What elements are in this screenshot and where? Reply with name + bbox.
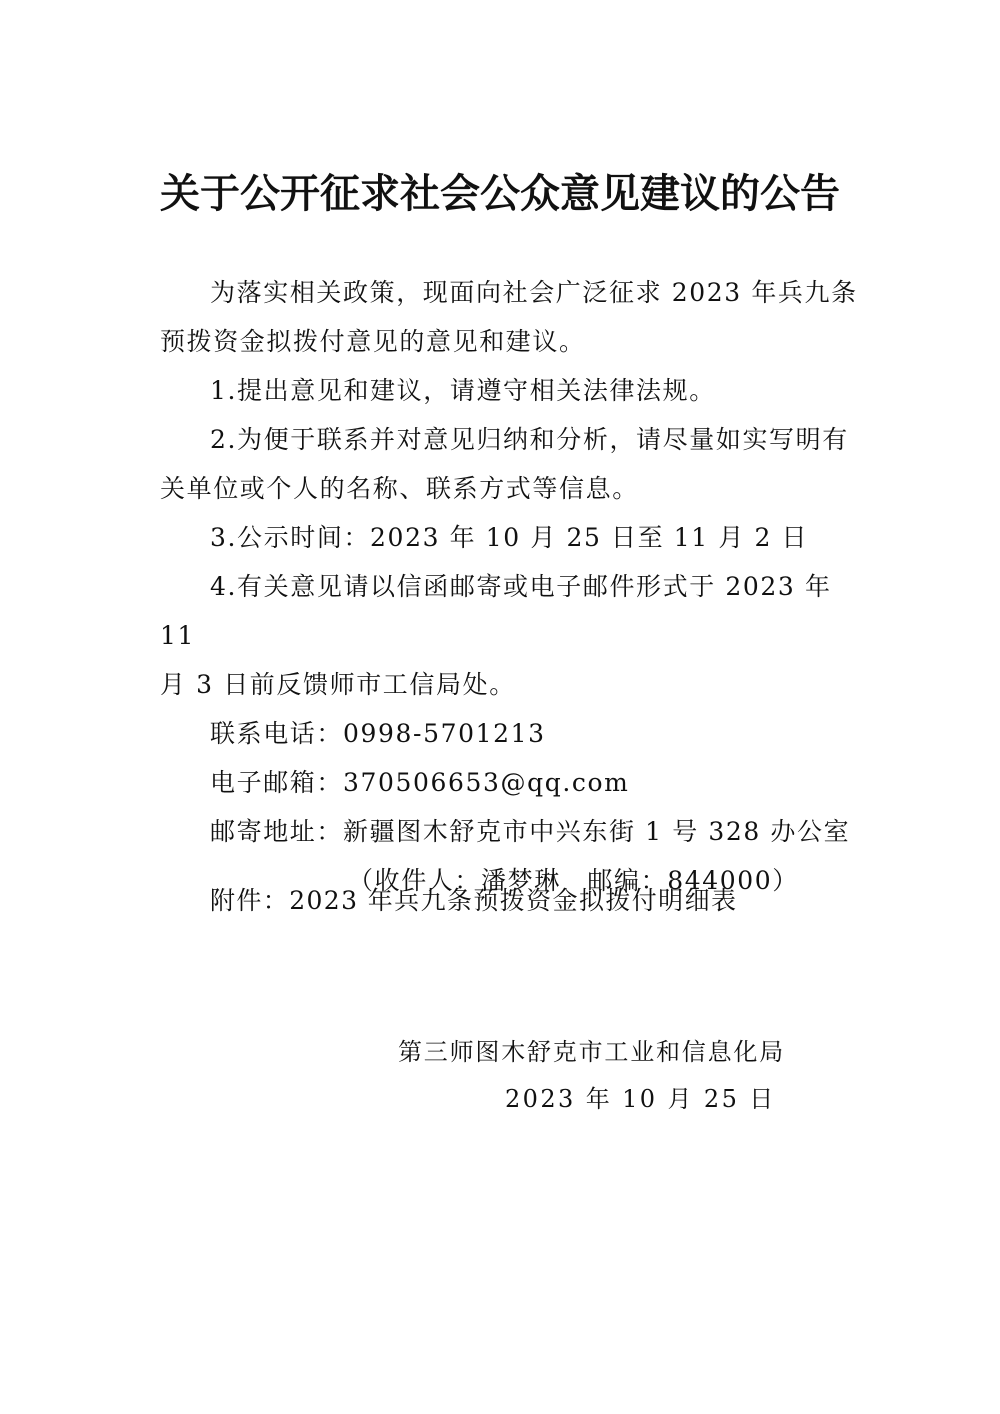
contact-address-recipient: （收件人：潘梦琳 邮编：844000）	[348, 866, 799, 895]
intro-line-1: 为落实相关政策，现面向社会广泛征求 2023 年兵九条	[210, 278, 858, 307]
intro-paragraph	[160, 268, 860, 366]
item-1: 1.提出意见和建议，请遵守相关法律法规。	[210, 376, 716, 405]
item-3: 3.公示时间：2023 年 10 月 25 日至 11 月 2 日	[210, 523, 809, 552]
item-2-line-1: 2.为便于联系并对意见归纳和分析，请尽量如实写明有	[210, 425, 849, 454]
item-4	[160, 562, 860, 709]
item-2	[160, 415, 860, 513]
contact-phone: 联系电话：0998-5701213	[210, 719, 546, 748]
attachment-note: 附件：2023 年兵九条预拨资金拟拨付明细表	[210, 886, 738, 915]
contact-email: 电子邮箱：370506653@qq.com	[210, 768, 630, 797]
signature-date: 2023 年 10 月 25 日	[505, 1085, 776, 1113]
document-title: 关于公开征求社会公众意见建议的公告	[160, 170, 840, 217]
item-4-line-2: 月 3 日前反馈师市工信局处。	[160, 670, 516, 699]
item-2-line-2: 关单位或个人的名称、联系方式等信息。	[160, 474, 639, 503]
document-body	[160, 268, 860, 905]
contact-address: 邮寄地址：新疆图木舒克市中兴东街 1 号 328 办公室	[210, 817, 851, 846]
intro-line-2: 预拨资金拟拨付意见的意见和建议。	[160, 327, 586, 356]
signature-organization: 第三师图木舒克市工业和信息化局	[398, 1038, 785, 1066]
item-4-line-1: 4.有关意见请以信函邮寄或电子邮件形式于 2023 年 11	[160, 572, 832, 650]
